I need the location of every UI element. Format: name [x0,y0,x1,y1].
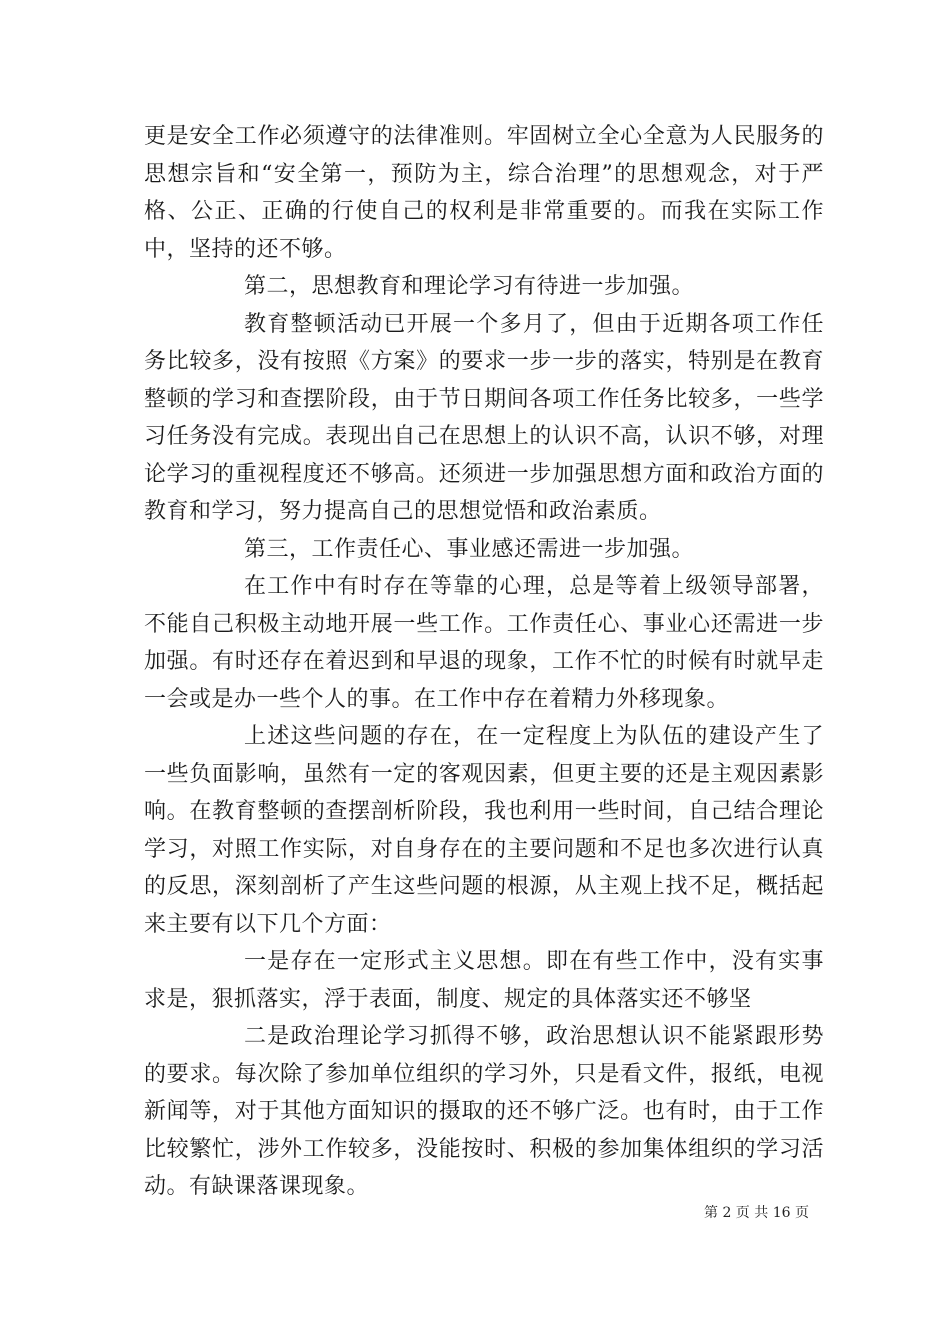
paragraph-point-two: 二是政治理论学习抓得不够，政治思想认识不能紧跟形势的要求。每次除了参加单位组织的学习外，只是看文件，报纸，电视新闻等，对于其他方面知识的摄取的还不够广泛。也有时，由于工作比较繁忙，涉外工作较多，没能按时、积极的参加集体组织的学习活动。有缺课落课现象。 [144,1024,824,1199]
paragraph-point-one: 一是存在一定形式主义思想。即在有些工作中，没有实事求是，狠抓落实，浮于表面，制度、规定的具体落实还不够坚 [144,949,824,1012]
paragraph-heading-second: 第二，思想教育和理论学习有待进一步加强。 [244,274,695,299]
document-body [144,118,824,1206]
paragraph-heading-third: 第三，工作责任心、事业感还需进一步加强。 [244,536,695,562]
paragraph-body: 上述这些问题的存在，在一定程度上为队伍的建设产生了一些负面影响，虽然有一定的客观因素，但更主要的还是主观因素影响。在教育整顿的查摆剖析阶段，我也利用一些时间，自己结合理论学习，对照工作实际，对自身存在的主要问题和不足也多次进行认真的反思，深刻剖析了产生这些问题的根源，从主观上找不足，概括起来主要有以下几个方面： [144,724,824,937]
paragraph-continuation: 更是安全工作必须遵守的法律准则。牢固树立全心全意为人民服务的思想宗旨和“安全第一，预防为主，综合治理”的思想观念，对于严格、公正、正确的行使自己的权利是非常重要的。而我在实际工作中，坚持的还不够。 [144,124,824,262]
paragraph-body: 教育整顿活动已开展一个多月了，但由于近期各项工作任务比较多，没有按照《方案》的要求一步一步的落实，特别是在教育整顿的学习和查摆阶段，由于节日期间各项工作任务比较多，一些学习任务没有完成。表现出自己在思想上的认识不高，认识不够，对理论学习的重视程度还不够高。还须进一步加强思想方面和政治方面的教育和学习，努力提高自己的思想觉悟和政治素质。 [144,311,824,524]
paragraph-body: 在工作中有时存在等靠的心理，总是等着上级领导部署，不能自己积极主动地开展一些工作。工作责任心、事业心还需进一步加强。有时还存在着迟到和早退的现象，工作不忙的时候有时就早走一会或是办一些个人的事。在工作中存在着精力外移现象。 [144,574,824,712]
page-number: 第 2 页 共 16 页 [704,1205,809,1221]
